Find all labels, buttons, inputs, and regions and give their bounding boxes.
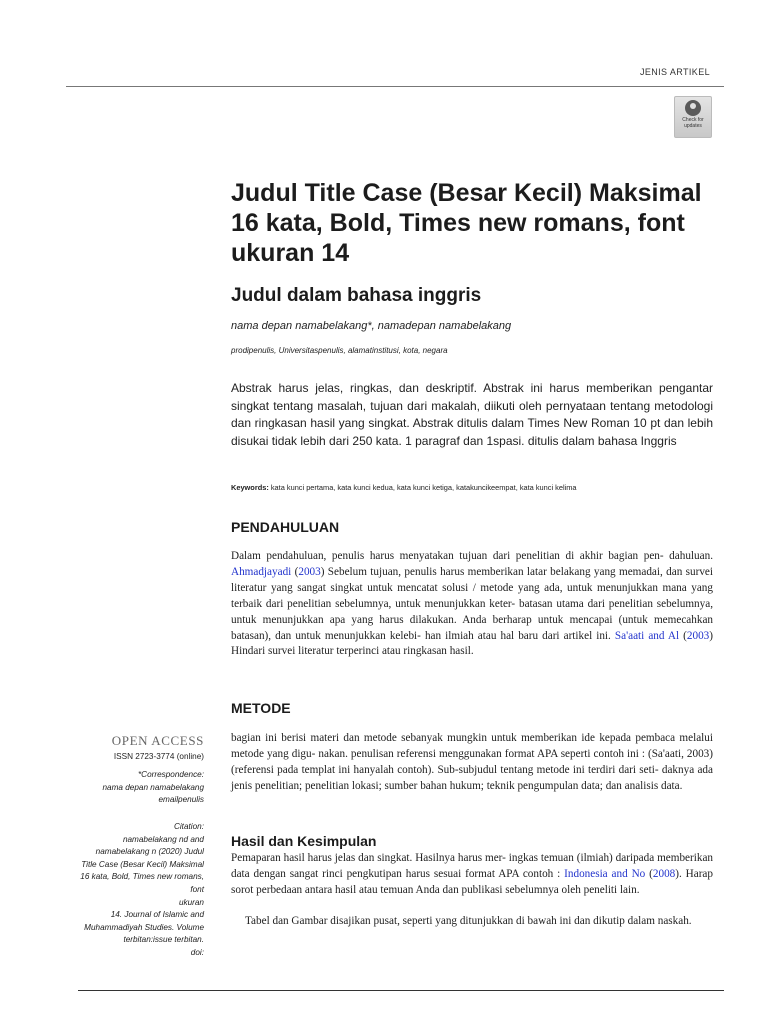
citation-line: Citation: (173, 822, 204, 831)
author-affiliation: prodipenulis, Universitaspenulis, alamatinstitusi, kota, negara (231, 346, 448, 355)
metode-paragraph: bagian ini berisi materi dan metode sebanyak mungkin untuk memberikan ide kepada pembaca melalui metode yang digu- nakan. penulisan referensi menggunakan format APA seperti contoh ini : (Sa'aati, 2003) (referensi pada templat ini hanyalah contoh). Sub-subjudul tentang metode ini terdiri dari seti- daknya ada jenis penelitian; penelitian lokasi; sumber bahan hukum; teknik pengumpulan data; dan analisis data. (231, 732, 713, 792)
citation-line: font (190, 884, 204, 894)
keywords-label: Keywords: (231, 483, 269, 492)
hasil-paragraph-2: Tabel dan Gambar disajikan pusat, seperti yang ditunjukkan di bawah ini dan dikutip dalam naskah. (245, 915, 692, 927)
section-heading-pendahuluan: PENDAHULUAN (231, 519, 340, 535)
check-for-updates-badge[interactable] (674, 96, 712, 138)
issn-label: ISSN 2723-3774 (online) (113, 752, 204, 761)
section-heading-metode: METODE (231, 700, 291, 716)
correspondence-name: nama depan namabelakang (102, 782, 204, 792)
citation-line: 16 kata, Bold, Times new romans, (80, 872, 204, 882)
badge-line-1: Check for (682, 117, 704, 123)
article-type-label: JENIS ARTIKEL (639, 67, 710, 77)
citation-line: ukuran (178, 897, 204, 907)
correspondence-label: *Correspondence: (138, 770, 204, 779)
abstract: Abstrak harus jelas, ringkas, dan deskriptif. Abstrak ini harus memberikan pengantar singkat tentang masalah, tujuan dari makalah, diikuti oleh pernyataan tentang metodologi dan ringkasan hasil yang singkat. Abstrak ditulis dalam Times New Roman 10 pt dan lebih disukai tidak lebih dari 250 kata. 1 paragraf dan 1spasi. ditulis dalam bahasa Inggris (231, 381, 713, 448)
hasil-paragraph-1 (231, 851, 713, 899)
ref-indonesia-link[interactable]: Indonesia and No (564, 867, 646, 880)
citation-line: 14. Journal of Islamic and (110, 910, 204, 920)
bookmark-icon (685, 100, 701, 116)
citation-block (60, 821, 204, 960)
correspondence-email: emailpenulis (158, 795, 204, 805)
citation-line: namabelakang nd and (122, 834, 204, 844)
hasil-text-2: ). Harap sorot perbedaan antara hasil atau temuan Anda dan publikasi sebelumnya oleh peneliti lain. (231, 867, 713, 896)
author-list: nama depan namabelakang*, namadepan namabelakang (231, 320, 512, 332)
citation-line: Muhammadiyah Studies. Volume (84, 922, 204, 932)
pendahuluan-text-1: Dalam pendahuluan, penulis harus menyatakan tujuan dari penelitian di akhir bagian pen- dahuluan. (231, 550, 713, 562)
pendahuluan-text-3: ) Hindari survei literatur terperinci atau ringkasan hasil. (231, 629, 713, 658)
citation-line: namabelakang n (2020) Judul (95, 847, 204, 857)
hasil-text-1: Pemaparan hasil harus jelas dan singkat. Hasilnya harus mer- ingkas temuan (ilmiah) daripada memberikan data dengan sangat rinci pengkutipan harus sesuai format APA contoh : (231, 852, 713, 880)
correspondence-block (60, 769, 204, 807)
pendahuluan-text-2: ) Sebelum tujuan, penulis harus memberikan latar belakang yang memadai, dan survei literatur yang sangat singkat untuk mencatat solusi / metode yang ada, untuk menunjukkan mana yang terbaik dari penelitian sebelumnya, untuk menunjukkan keter- batasan utama dari penelitian sebelumnya, untuk menunjukkan apa yang harus dilakukan. Anda berharap untuk mencapai (untuk memecahkan batasan), dan untuk menunjukkan kelebi- han ilmiah atau hal baru dari artikel ini. (231, 565, 713, 642)
citation-line: Title Case (Besar Kecil) Maksimal (81, 859, 204, 869)
ref-saaati-link[interactable]: Sa'aati and Al (614, 629, 680, 642)
ref-ahmadjayadi-open: ( (291, 565, 299, 578)
keywords-text: kata kunci pertama, kata kunci kedua, kata kunci ketiga, katakuncikeempat, kata kunci kelima (270, 483, 577, 492)
ref-ahmadjayadi-link[interactable]: Ahmadjayadi (231, 565, 292, 578)
badge-line-2: updates (684, 123, 702, 129)
ref-saaati-year-link[interactable]: 2003 (686, 629, 710, 642)
article-title: Judul Title Case (Besar Kecil) Maksimal 16 kata, Bold, Times new romans, font ukuran 14 (231, 179, 702, 267)
ref-saaati-open: ( (679, 629, 687, 642)
open-access-label: OPEN ACCESS (111, 733, 204, 748)
section-heading-hasil (231, 833, 376, 849)
hasil-heading-text: Hasil dan Kesimpulan (231, 833, 377, 849)
footer-rule (78, 990, 724, 991)
ref-indonesia-open: ( (645, 867, 653, 880)
pendahuluan-paragraph (231, 549, 713, 660)
citation-line: doi: (190, 947, 204, 957)
ref-indonesia-year-link[interactable]: 2008 (652, 867, 676, 880)
header-rule (66, 86, 724, 87)
ref-ahmadjayadi-year-link[interactable]: 2003 (298, 565, 321, 578)
article-subtitle: Judul dalam bahasa inggris (231, 285, 482, 306)
citation-line: terbitan:issue terbitan. (123, 935, 204, 945)
keywords (231, 483, 713, 492)
